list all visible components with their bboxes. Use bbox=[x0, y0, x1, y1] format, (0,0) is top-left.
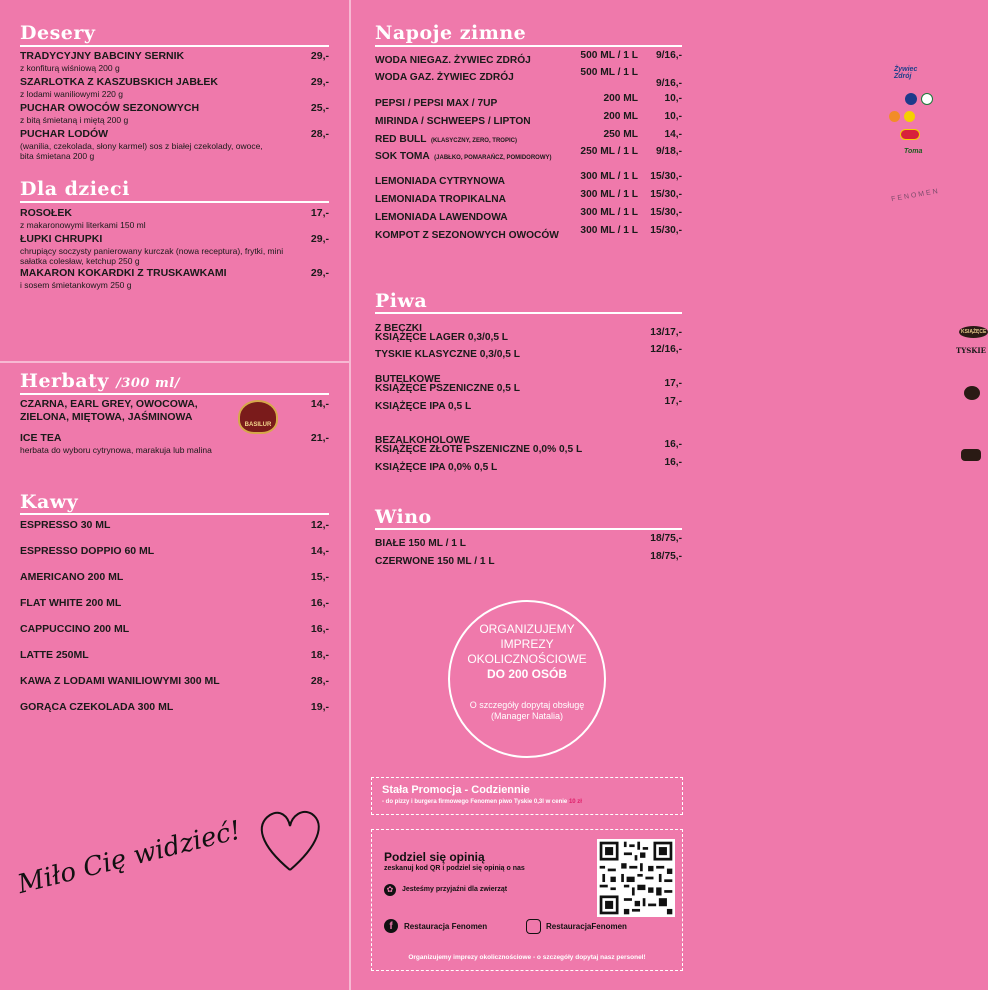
menu-item: ROSOŁEK z makaronowymi literkami 150 ml 17,- bbox=[20, 207, 329, 230]
red-bull-icon bbox=[900, 129, 920, 140]
section-title-desery: Desery bbox=[20, 22, 96, 44]
menu-item: KAWA Z LODAMI WANILIOWYMI 300 ML 28,- bbox=[20, 675, 329, 687]
drink-item-price: 9/16,- bbox=[655, 78, 682, 89]
drink-item: WODA NIEGAZ. ŻYWIEC ZDRÓJ 500 ML / 1 L 9/16,- bbox=[375, 50, 682, 66]
menu-item: FLAT WHITE 200 ML 16,- bbox=[20, 597, 329, 609]
wine-item: BIAŁE 150 ML / 1 L 18/75,- bbox=[375, 533, 682, 549]
section-title-piwa: Piwa bbox=[375, 290, 428, 312]
drink-item: WODA GAZ. ŻYWIEC ZDRÓJ 500 ML / 1 L bbox=[375, 67, 638, 83]
zywiec-logo: Żywiec Zdrój bbox=[894, 66, 918, 80]
beer-item: KSIĄŻĘCE ZŁOTE PSZENICZNE 0,0% 0,5 L 16,- bbox=[375, 439, 682, 455]
promo-text: - do pizzy i burgera firmowego Fenomen piwo Tyskie 0,3l w cenie 10 zł bbox=[382, 799, 582, 805]
drink-item: LEMONIADA LAWENDOWA 300 ML / 1 L 15/30,- bbox=[375, 207, 682, 223]
events-badge: ORGANIZUJEMY IMPREZY OKOLICZNOŚCIOWE DO 200 OSÓB O szczegóły dopytaj obsługę (Manager Natalia) bbox=[448, 600, 606, 758]
tyskie-logo: TYSKIE bbox=[956, 346, 986, 355]
7up-icon bbox=[921, 93, 933, 105]
lipton-icon bbox=[904, 111, 915, 122]
signature-text: Miło Cię widzieć! bbox=[14, 815, 244, 900]
promo-box bbox=[371, 777, 683, 815]
section-title-herbaty: Herbaty /300 ml/ bbox=[20, 370, 180, 392]
mirinda-icon bbox=[889, 111, 900, 122]
drink-item: LEMONIADA TROPIKALNA 300 ML / 1 L 15/30,- bbox=[375, 189, 682, 205]
drink-item: SOK TOMA (JABŁKO, POMARAŃCZ, POMIDOROWY) 250 ML / 1 L 9/18,- bbox=[375, 146, 682, 162]
menu-item: TRADYCYJNY BABCINY SERNIK z konfiturą wiśniową 200 g 29,- bbox=[20, 50, 329, 73]
divider-line bbox=[375, 45, 682, 47]
fold-divider bbox=[0, 361, 349, 363]
ksiazece-logo-icon bbox=[964, 386, 980, 400]
menu-item: CAPPUCCINO 200 ML 16,- bbox=[20, 623, 329, 635]
section-title-napoje: Napoje zimne bbox=[375, 22, 527, 44]
wine-item: CZERWONE 150 ML / 1 L 18/75,- bbox=[375, 551, 682, 567]
beer-group-header: Z BECZKI bbox=[375, 323, 422, 334]
menu-item: SZARLOTKA Z KASZUBSKICH JABŁEK z lodami waniliowymi 220 g 29,- bbox=[20, 76, 329, 99]
divider-line bbox=[20, 45, 329, 47]
facebook-link[interactable]: Restauracja Fenomen bbox=[404, 922, 488, 931]
beer-item: TYSKIE KLASYCZNE 0,3/0,5 L 12/16,- bbox=[375, 344, 682, 360]
section-title-kawy: Kawy bbox=[20, 491, 79, 513]
menu-item: AMERICANO 200 ML 15,- bbox=[20, 571, 329, 583]
drink-item: RED BULL (KLASYCZNY, ZERO, TROPIC) 250 ML 14,- bbox=[375, 129, 682, 145]
heart-icon bbox=[250, 800, 330, 880]
section-title-dla-dzieci: Dla dzieci bbox=[20, 178, 130, 200]
beer-group-header: BEZALKOHOLOWE bbox=[375, 435, 471, 446]
share-title: Podziel się opinią bbox=[384, 850, 485, 864]
ksiazece-zero-logo-icon bbox=[961, 449, 981, 461]
pepsi-icon bbox=[905, 93, 917, 105]
drink-item: KOMPOT Z SEZONOWYCH OWOCÓW 300 ML / 1 L 15/30,- bbox=[375, 225, 682, 241]
menu-item: GORĄCA CZEKOLADA 300 ML 19,- bbox=[20, 701, 329, 713]
toma-logo: Toma bbox=[904, 148, 923, 155]
menu-item: ESPRESSO DOPPIO 60 ML 14,- bbox=[20, 545, 329, 557]
share-text: zeskanuj kod QR i podziel się opinią o nas bbox=[384, 865, 525, 872]
beer-item: KSIĄŻĘCE LAGER 0,3/0,5 L 13/17,- bbox=[375, 327, 682, 343]
divider-line bbox=[20, 393, 329, 395]
menu-item: ICE TEA herbata do wyboru cytrynowa, marakuja lub malina 21,- bbox=[20, 432, 329, 455]
drink-item: MIRINDA / SCHWEEPS / LIPTON 200 ML 10,- bbox=[375, 111, 682, 127]
menu-item: MAKARON KOKARDKI Z TRUSKAWKAMI i sosem śmietankowym 250 g 29,- bbox=[20, 267, 329, 290]
divider-line bbox=[375, 528, 682, 530]
pets-text: Jesteśmy przyjaźni dla zwierząt bbox=[402, 886, 508, 893]
divider-line bbox=[20, 201, 329, 203]
menu-item: PUCHAR LODÓW (wanilia, czekolada, słony karmel) sos z białej czekolady, owoce, bita śmietana 200 g 28,- bbox=[20, 128, 329, 161]
beer-item: KSIĄŻĘCE IPA 0,5 L 17,- bbox=[375, 396, 682, 412]
divider-line bbox=[375, 312, 682, 314]
menu-item: CZARNA, EARL GREY, OWOCOWA, ZIELONA, MIĘTOWA, JAŚMINOWA 14,- bbox=[20, 398, 329, 423]
menu-item: PUCHAR OWOCÓW SEZONOWYCH z bitą śmietaną i miętą 200 g 25,- bbox=[20, 102, 329, 125]
section-title-wino: Wino bbox=[375, 506, 432, 528]
ksiazece-logo: KSIĄŻĘCE bbox=[959, 326, 988, 338]
left-column bbox=[0, 0, 349, 990]
menu-item: LATTE 250ML 18,- bbox=[20, 649, 329, 661]
drink-item: LEMONIADA CYTRYNOWA 300 ML / 1 L 15/30,- bbox=[375, 171, 682, 187]
facebook-icon[interactable]: f bbox=[384, 919, 398, 933]
beer-group-header: BUTELKOWE bbox=[375, 374, 441, 385]
fenomen-logo: FENOMEN bbox=[890, 187, 941, 204]
drink-item: PEPSI / PEPSI MAX / 7UP 200 ML 10,- bbox=[375, 93, 682, 109]
basilur-logo: BASILUR bbox=[238, 400, 278, 434]
divider-line bbox=[20, 513, 329, 515]
beer-item: KSIĄŻĘCE IPA 0,0% 0,5 L 16,- bbox=[375, 457, 682, 473]
menu-item: ESPRESSO 30 ML 12,- bbox=[20, 519, 329, 531]
promo-title: Stała Promocja - Codziennie bbox=[382, 784, 530, 796]
qr-code[interactable] bbox=[597, 839, 675, 917]
paw-icon: ✿ bbox=[384, 884, 396, 896]
beer-item: KSIĄŻĘCE PSZENICZNE 0,5 L 17,- bbox=[375, 378, 682, 394]
instagram-icon[interactable] bbox=[526, 919, 541, 934]
share-footer: Organizujemy imprezy okolicznościowe - o szczegóły dopytaj nasz personel! bbox=[408, 954, 646, 961]
instagram-link[interactable]: RestauracjaFenomen bbox=[546, 922, 627, 931]
menu-item: ŁUPKI CHRUPKI chrupiący soczysty panierowany kurczak (nowa receptura), frytki, mini sałatka colesław, ketchup 250 g 29,- bbox=[20, 233, 329, 266]
